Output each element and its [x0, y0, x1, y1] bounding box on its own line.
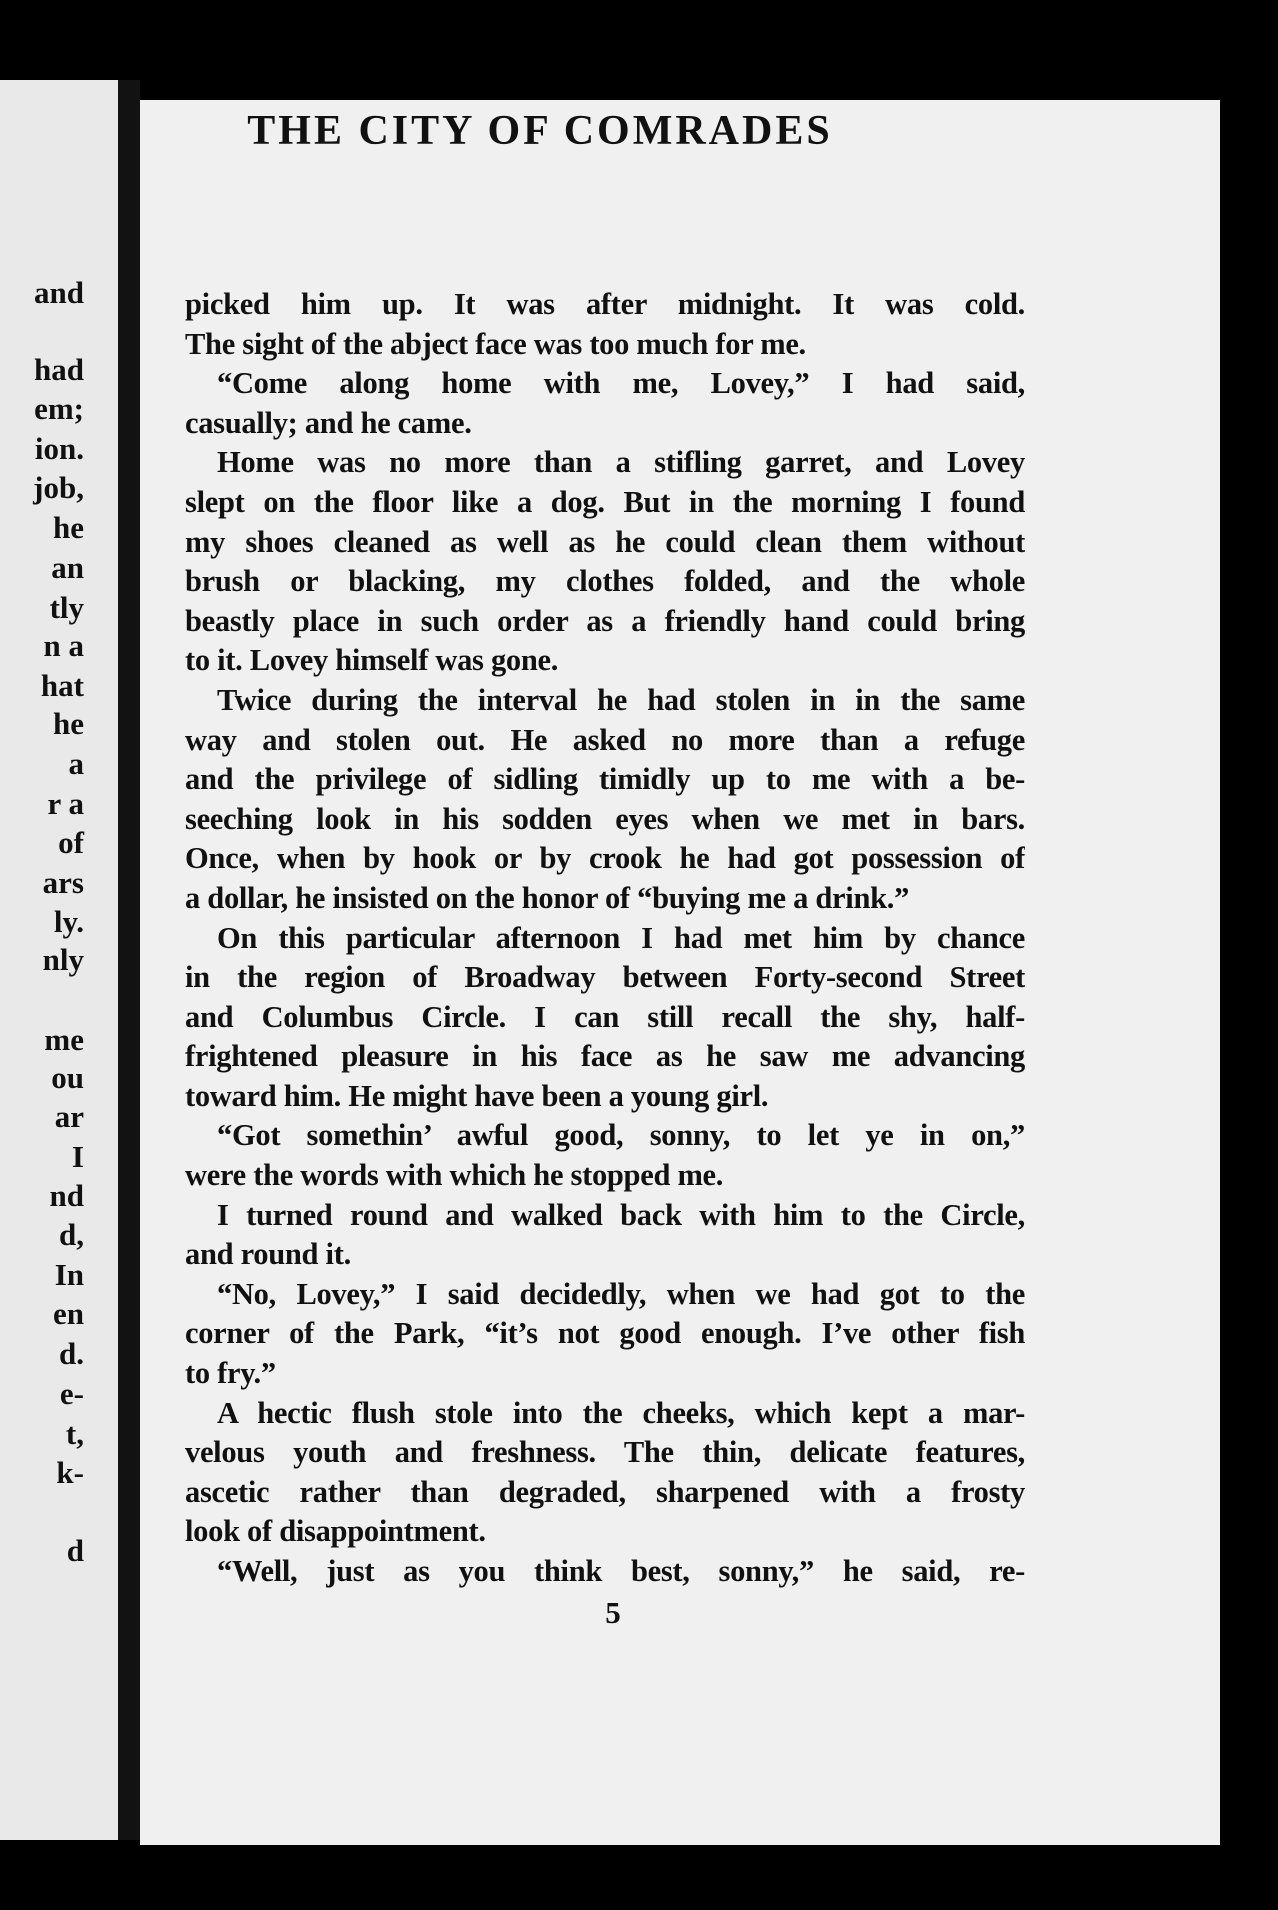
- left-page-fragment: tly: [49, 590, 84, 625]
- left-page-fragment: of: [58, 825, 84, 860]
- text-line: frightened pleasure in his face as he saw me advancing: [185, 1039, 1025, 1074]
- left-page-fragment: d,: [59, 1217, 84, 1252]
- text-line: I turned round and walked back with him to the Circle,: [217, 1197, 1025, 1232]
- left-page-edge: [0, 80, 118, 1840]
- text-line: way and stolen out. He asked no more than a refuge: [185, 722, 1025, 757]
- left-page-fragment: r a: [47, 786, 84, 821]
- text-line: “Well, just as you think best, sonny,” he said, re-: [217, 1554, 1025, 1588]
- left-page-fragment: d: [66, 1533, 84, 1568]
- text-line: picked him up. It was after midnight. It was cold.: [185, 287, 1025, 321]
- text-line: “Come along home with me, Lovey,” I had said,: [217, 366, 1025, 401]
- text-line: seeching look in his sodden eyes when we met in bars.: [185, 801, 1025, 836]
- text-line: my shoes cleaned as well as he could clean them without: [185, 524, 1025, 559]
- text-line: corner of the Park, “it’s not good enough. I’ve other fish: [185, 1316, 1025, 1351]
- left-page-fragment: an: [51, 550, 84, 585]
- text-line: Once, when by hook or by crook he had got possession of: [185, 841, 1025, 876]
- text-line: velous youth and freshness. The thin, delicate features,: [185, 1435, 1025, 1470]
- book-gutter: [118, 80, 140, 1840]
- text-line: toward him. He might have been a young girl.: [185, 1078, 769, 1113]
- text-line: a dollar, he insisted on the honor of “buying me a drink.”: [185, 880, 910, 915]
- left-page-fragment: In: [54, 1257, 84, 1292]
- text-line: Twice during the interval he had stolen in in the same: [217, 682, 1025, 717]
- text-line: “Got somethin’ awful good, sonny, to let ye in on,”: [217, 1118, 1025, 1153]
- left-page-fragment: ars: [42, 865, 84, 900]
- text-line: A hectic flush stole into the cheeks, which kept a mar-: [217, 1395, 1025, 1430]
- left-page-fragment: he: [53, 706, 84, 741]
- left-page-fragment: job,: [33, 470, 84, 505]
- left-page-fragment: e-: [59, 1376, 84, 1411]
- left-page-fragment: n a: [43, 628, 84, 663]
- left-page-fragment: nly: [42, 942, 84, 977]
- page-number: 5: [605, 1595, 621, 1630]
- text-line: “No, Lovey,” I said decidedly, when we had got to the: [217, 1276, 1025, 1311]
- left-page-fragment: ou: [51, 1060, 84, 1095]
- text-line: ascetic rather than degraded, sharpened with a frosty: [185, 1474, 1025, 1509]
- text-line: beastly place in such order as a friendly hand could bring: [185, 603, 1025, 638]
- left-page-fragment: me: [44, 1022, 84, 1057]
- left-page-fragment: em;: [34, 391, 84, 426]
- left-page-fragment: d.: [59, 1336, 84, 1371]
- text-line: The sight of the abject face was too much for me.: [185, 326, 806, 361]
- text-line: in the region of Broadway between Forty-second Street: [185, 960, 1025, 995]
- text-line: to it. Lovey himself was gone.: [185, 643, 559, 678]
- left-page-fragment: k-: [56, 1455, 84, 1490]
- running-head: THE CITY OF COMRADES: [247, 108, 833, 154]
- left-page-fragment: t,: [65, 1416, 84, 1451]
- text-line: casually; and he came.: [185, 405, 472, 440]
- text-line: look of disappointment.: [185, 1514, 486, 1549]
- text-line: brush or blacking, my clothes folded, and the whole: [185, 564, 1025, 599]
- left-page-fragment: en: [53, 1296, 84, 1331]
- text-line: On this particular afternoon I had met him by chance: [217, 920, 1025, 955]
- text-line: Home was no more than a stifling garret, and Lovey: [217, 445, 1025, 480]
- left-page-fragment: ion.: [34, 431, 84, 466]
- text-line: slept on the floor like a dog. But in the morning I found: [185, 484, 1025, 519]
- left-page-fragment: ar: [54, 1099, 84, 1134]
- left-page-fragment: had: [34, 352, 84, 387]
- left-page-fragment: hat: [40, 668, 84, 703]
- text-line: and round it.: [185, 1237, 351, 1272]
- text-line: were the words with which he stopped me.: [185, 1158, 724, 1193]
- text-line: and the privilege of sidling timidly up to me with a be-: [185, 762, 1025, 797]
- left-page-fragment: he: [53, 510, 84, 545]
- body-text: [185, 285, 1025, 1592]
- left-page-fragment: ly.: [53, 904, 84, 939]
- left-page-fragment: I: [71, 1139, 84, 1174]
- left-page-fragment: nd: [49, 1178, 84, 1213]
- left-page-fragment: and: [34, 275, 84, 310]
- text-line: and Columbus Circle. I can still recall the shy, half-: [185, 999, 1025, 1034]
- left-page-fragment: a: [68, 746, 84, 781]
- text-line: to fry.”: [185, 1356, 276, 1391]
